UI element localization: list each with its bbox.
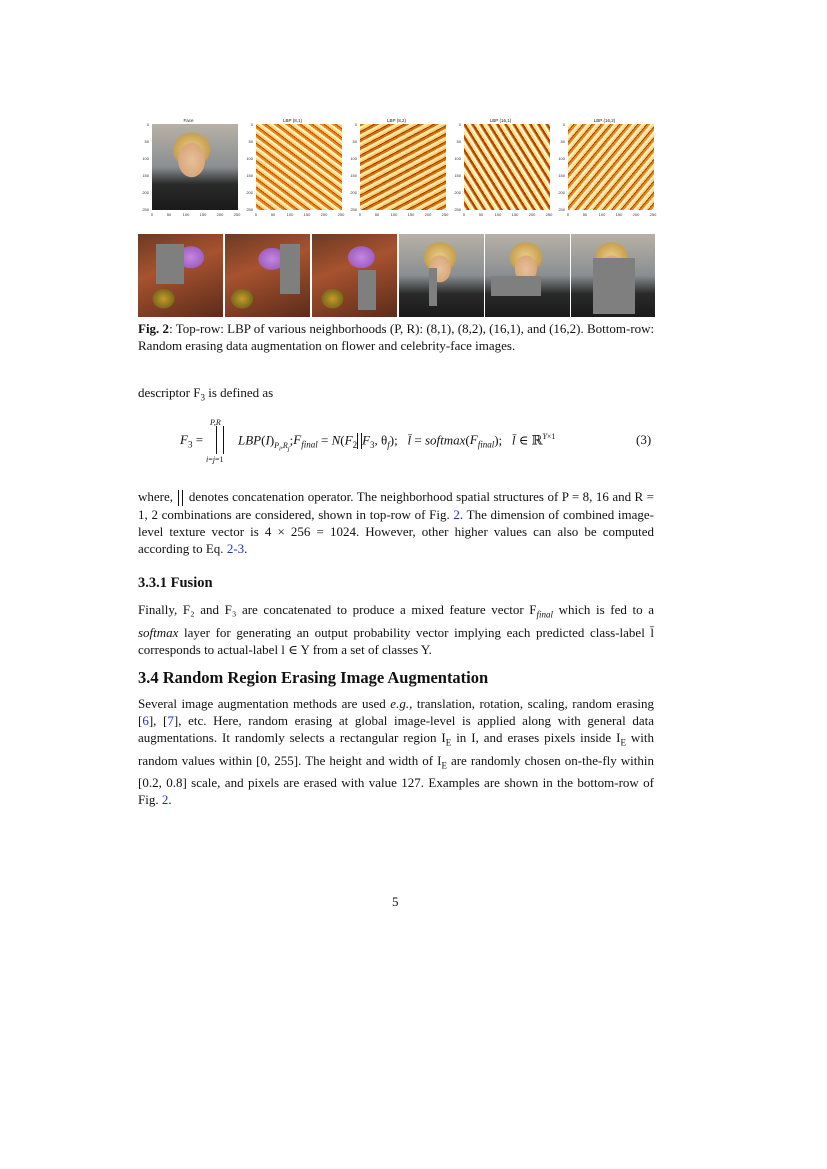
x-tick-label: 100 xyxy=(598,212,606,217)
x-tick-label: 0 xyxy=(462,212,466,217)
x-tick-label: 100 xyxy=(286,212,294,217)
y-tick-label: 50 xyxy=(144,139,149,144)
x-tick-label: 200 xyxy=(632,212,640,217)
subplot-title: LBP (8,1) xyxy=(283,118,302,123)
x-tick-label: 0 xyxy=(254,212,258,217)
y-tick-label: 250 xyxy=(454,207,461,212)
flower-image-1 xyxy=(138,234,223,317)
x-tick-label: 250 xyxy=(545,212,553,217)
subplot-title: LBP (8,2) xyxy=(387,118,406,123)
subplot-title: LBP (16,2) xyxy=(593,118,616,123)
y-tick-label: 250 xyxy=(350,207,357,212)
x-tick-label: 150 xyxy=(511,212,519,217)
y-tick-label: 50 xyxy=(352,139,357,144)
y-tick-label: 100 xyxy=(350,156,357,161)
paragraph-2: Finally, F₂ and F₃ are concatenated to produce a mixed feature vector $F_{final}$ which is fed to a softmax layer for generating an output probability vector implying each predicted class-label l̄ corresponds to actual-label l ∈ Y from a set of classes Y. xyxy=(138,602,654,657)
subplot-title: Face xyxy=(183,118,194,123)
lbp-texture-image xyxy=(256,124,342,210)
x-tick-label: 250 xyxy=(441,212,449,217)
equation-ref-link[interactable]: 2-3 xyxy=(226,541,245,557)
y-tick-label: 200 xyxy=(558,190,565,195)
lbp-texture-image xyxy=(568,124,654,210)
erased-region xyxy=(280,244,300,294)
face-image xyxy=(152,124,238,210)
x-tick-label: 150 xyxy=(615,212,623,217)
figure-ref-link[interactable]: 2 xyxy=(453,507,460,523)
erased-region xyxy=(491,276,541,296)
x-tick-label: 50 xyxy=(270,212,276,217)
citation-link[interactable]: 6 xyxy=(142,713,149,728)
y-tick-label: 0 xyxy=(562,122,565,127)
subplot-lbp-8-2 xyxy=(345,118,448,220)
face-image-2 xyxy=(485,234,570,317)
paragraph-3: Several image augmentation methods are used e.g., translation, rotation, scaling, random erasing [6], [7], etc. Here, random erasing at global image-level is applied along with general data augmentations. It randomly selects a rectangular region $I_E$ in I, and erases pixels inside $I_E$ with random values within [0, 255]. The height and width of $I_E$ are randomly chosen on-the-fly within [0.2, 0.8] scale, and pixels are erased with value 127. Examples are shown in the bottom-row of Fig. 2. xyxy=(138,696,654,808)
citation-link[interactable]: 7 xyxy=(167,713,174,728)
page-number: 5 xyxy=(392,894,399,909)
section-heading-3-4: 3.4 Random Region Erasing Image Augmentation xyxy=(138,668,489,687)
y-tick-label: 50 xyxy=(248,139,253,144)
figure-ref-link[interactable]: 2 xyxy=(161,792,169,808)
x-tick-label: 200 xyxy=(528,212,536,217)
equation-3: P,R $F_3$ = i=j=1 $LBP(I)_{P_i,R_j};F_{final} = N(F_2$ $F_3$, $\theta_f$); l̄ = $softmax(F_{final})$; l̄ ∈ ℝ$^{Y\times 1}$ (3) xyxy=(180,418,652,464)
y-tick-label: 100 xyxy=(246,156,253,161)
y-tick-label: 200 xyxy=(350,190,357,195)
y-tick-label: 0 xyxy=(458,122,461,127)
y-tick-label: 50 xyxy=(456,139,461,144)
y-tick-label: 250 xyxy=(558,207,565,212)
figure-caption xyxy=(138,320,658,354)
caption-label: Fig. 2 xyxy=(138,321,170,336)
x-tick-label: 200 xyxy=(216,212,224,217)
y-tick-label: 100 xyxy=(454,156,461,161)
lbp-texture-image xyxy=(360,124,446,210)
erased-region xyxy=(358,270,376,310)
y-tick-label: 200 xyxy=(454,190,461,195)
y-tick-label: 250 xyxy=(246,207,253,212)
x-tick-label: 250 xyxy=(233,212,241,217)
equation-number: (3) xyxy=(636,432,652,447)
x-tick-label: 200 xyxy=(424,212,432,217)
paragraph-1: where, denotes concatenation operator. The neighborhood spatial structures of P = 8, 16 and R = 1, 2 combinations are considered, shown in top-row of Fig. 2. The dimension of combined image-level texture vector is 4 × 256 = 1024. However, other higher values can also be computed according to Eq. 2-3. xyxy=(138,489,654,557)
x-tick-label: 150 xyxy=(199,212,207,217)
x-tick-label: 100 xyxy=(390,212,398,217)
subplot-lbp-16-1 xyxy=(449,118,552,220)
y-tick-label: 0 xyxy=(250,122,253,127)
y-tick-label: 150 xyxy=(454,173,461,178)
y-tick-label: 150 xyxy=(558,173,565,178)
x-tick-label: 0 xyxy=(358,212,362,217)
y-tick-label: 150 xyxy=(246,173,253,178)
y-tick-label: 200 xyxy=(246,190,253,195)
subplot-lbp-8-1 xyxy=(241,118,344,220)
x-tick-label: 50 xyxy=(478,212,484,217)
lbp-texture-image xyxy=(464,124,550,210)
x-tick-label: 50 xyxy=(166,212,172,217)
y-tick-label: 150 xyxy=(350,173,357,178)
section-heading-3-3-1: 3.3.1 Fusion xyxy=(138,575,213,591)
y-tick-label: 200 xyxy=(142,190,149,195)
x-tick-label: 250 xyxy=(649,212,657,217)
flower-image-3 xyxy=(312,234,397,317)
flower-image-2 xyxy=(225,234,310,317)
subplot-face xyxy=(137,118,240,220)
erased-region xyxy=(156,244,184,284)
x-tick-label: 0 xyxy=(566,212,570,217)
erased-region xyxy=(429,268,437,306)
x-tick-label: 200 xyxy=(320,212,328,217)
x-tick-label: 50 xyxy=(582,212,588,217)
caption-text: : Top-row: LBP of various neighborhoods (P, R): (8,1), (8,2), (16,1), and (16,2). Bottom-row: Random erasing data augmentation on flower and celebrity-face images. xyxy=(138,321,655,353)
x-tick-label: 0 xyxy=(150,212,154,217)
face-image-1 xyxy=(399,234,484,317)
y-tick-label: 0 xyxy=(146,122,149,127)
x-tick-label: 100 xyxy=(494,212,502,217)
y-tick-label: 0 xyxy=(354,122,357,127)
y-tick-label: 250 xyxy=(142,207,149,212)
subplot-title: LBP (16,1) xyxy=(489,118,512,123)
erased-region xyxy=(593,258,635,314)
y-tick-label: 100 xyxy=(142,156,149,161)
intro-line: descriptor $F_3$ is defined as xyxy=(138,385,274,403)
face-image-3 xyxy=(571,234,655,317)
y-tick-label: 50 xyxy=(560,139,565,144)
y-tick-label: 150 xyxy=(142,173,149,178)
x-tick-label: 150 xyxy=(303,212,311,217)
x-tick-label: 100 xyxy=(182,212,190,217)
x-tick-label: 250 xyxy=(337,212,345,217)
subplot-lbp-16-2 xyxy=(553,118,656,220)
x-tick-label: 150 xyxy=(407,212,415,217)
x-tick-label: 50 xyxy=(374,212,380,217)
y-tick-label: 100 xyxy=(558,156,565,161)
